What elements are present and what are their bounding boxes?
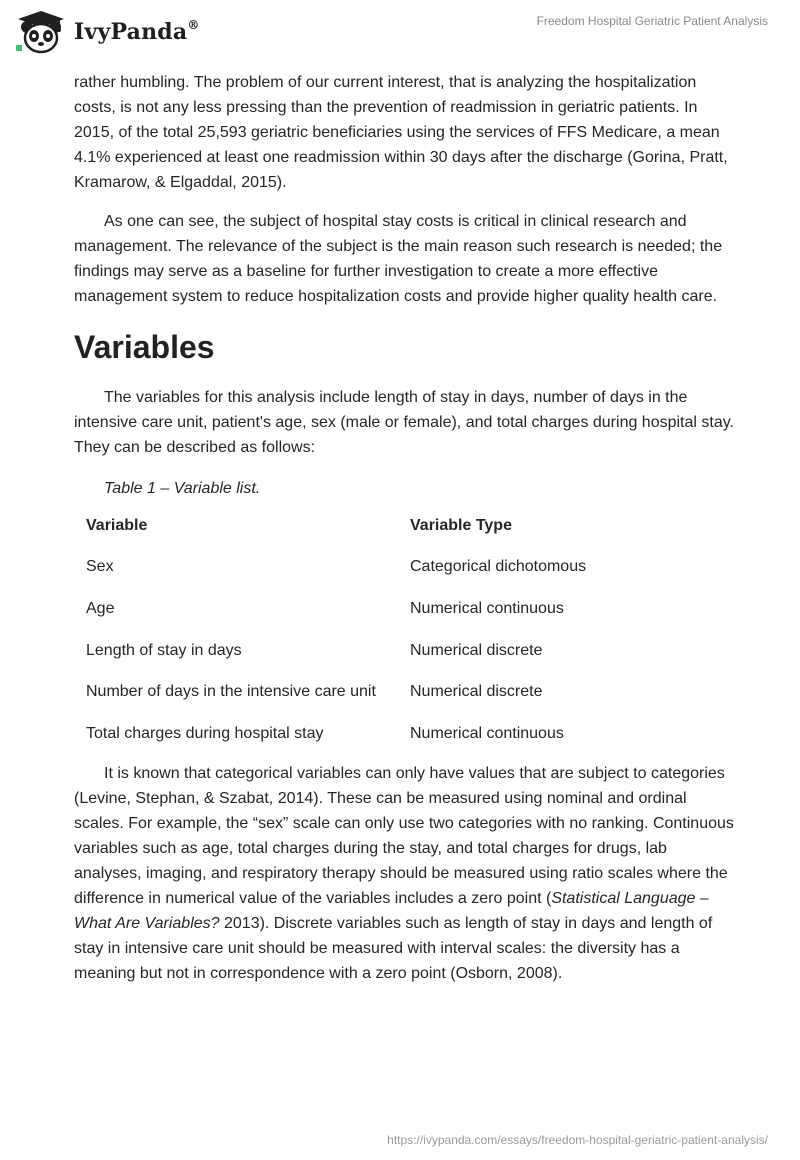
variable-table: [74, 505, 722, 755]
table-cell: Numerical discrete: [410, 683, 543, 701]
table-cell: Number of days in the intensive care unit: [86, 683, 376, 701]
table-cell: Age: [86, 599, 115, 617]
essay-content: [74, 70, 734, 986]
table-row: [74, 547, 722, 589]
panda-logo-icon: [14, 9, 68, 55]
paragraph-relevance: As one can see, the subject of hospital stay costs is critical in clinical research and management. The relevance of the subject is the main reason such research is needed; the findings may serve as a baseline for further investigation to create a more effective management system to reduce hospitalization costs and provide higher quality health care.: [74, 213, 723, 305]
table-row: [74, 588, 722, 630]
table-row: [74, 630, 722, 672]
table-cell: Total charges during hospital stay: [86, 724, 324, 742]
source-url[interactable]: https://ivypanda.com/essays/freedom-hospital-geriatric-patient-analysis/: [387, 1133, 768, 1147]
table-cell: Categorical dichotomous: [410, 558, 587, 576]
table-header-row: [74, 505, 722, 547]
table-caption: Table 1 – Variable list.: [104, 480, 261, 497]
section-heading-variables: Variables: [74, 329, 215, 365]
table-cell: Sex: [86, 558, 114, 576]
page-header: [0, 0, 800, 64]
ivypanda-logo[interactable]: [14, 8, 200, 56]
paragraph-measurement-scales: It is known that categorical variables can only have values that are subject to categories (Levine, Stephan, & Szabat, 2014). These can be measured using nominal and ordinal scales. For example, the “sex” scale can only use two categories with no ranking. Continuous variables such as age, total charges during the stay, and total charges for drugs, lab analyses, imaging, and respiratory therapy should be measured using ratio scales where the difference in numerical value of the variables includes a zero point (Statistical Language – What Are Variables? 2013). Discrete variables such as length of stay in days and length of stay in intensive care unit should be measured with interval scales: the diversity has a meaning but not in correspondence with a zero point (Osborn, 2008).: [74, 764, 734, 982]
table-row: [74, 671, 722, 713]
table-header-cell: Variable: [86, 516, 148, 534]
paragraph-variables-intro: The variables for this analysis include length of stay in days, number of days in the intensive care unit, patient's age, sex (male or female), and total charges during hospital stay. They can be described as follows:: [74, 389, 734, 456]
brand-name: IvyPanda®: [74, 17, 200, 45]
paragraph-intro-continued: rather humbling. The problem of our current interest, that is analyzing the hospitalization costs, is not any less pressing than the prevention of readmission in geriatric patients. In 2015, of the total 25,593 geriatric beneficiaries using the services of FFS Medicare, a mean 4.1% experienced at least one readmission within 30 days after the discharge (Gorina, Pratt, Kramarow, & Elgaddal, 2015).: [74, 74, 728, 191]
table-cell: Length of stay in days: [86, 641, 242, 659]
document-title: Freedom Hospital Geriatric Patient Analysis: [536, 14, 768, 28]
table-row: [74, 713, 722, 755]
table-cell: Numerical continuous: [410, 724, 564, 742]
citation-italic: Statistical Language – What Are Variables?: [74, 889, 709, 932]
table-cell: Numerical continuous: [410, 599, 564, 617]
table-cell: Numerical discrete: [410, 641, 543, 659]
table-header-cell: Variable Type: [410, 516, 512, 534]
